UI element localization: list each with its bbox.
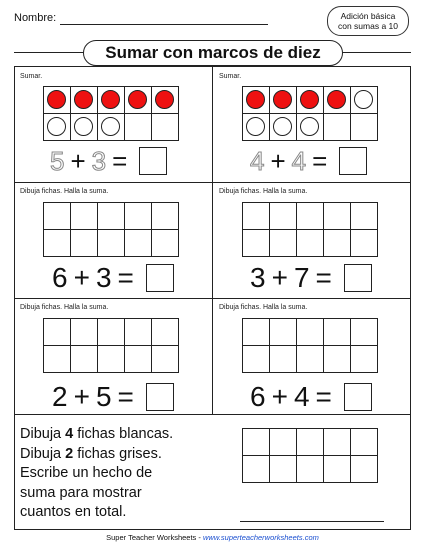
addend-1: 5 (50, 146, 65, 176)
plus-sign: + (271, 262, 288, 293)
answer-box[interactable] (146, 264, 174, 292)
frame-cell[interactable] (71, 346, 98, 373)
answer-box[interactable] (146, 383, 174, 411)
frame-cell[interactable] (125, 203, 152, 230)
equation (250, 146, 367, 176)
white-counter (273, 117, 292, 136)
badge-line-2: con sumas a 10 (337, 21, 398, 31)
frame-cell (243, 114, 270, 141)
ten-frame (242, 86, 378, 141)
frame-cell[interactable] (351, 230, 378, 257)
frame-cell[interactable] (243, 319, 270, 346)
frame-cell[interactable] (351, 456, 378, 483)
white-counter (354, 90, 373, 109)
frame-cell[interactable] (125, 230, 152, 257)
frame-cell (98, 87, 125, 114)
ten-frame[interactable] (242, 428, 378, 483)
frame-cell (243, 87, 270, 114)
row-divider-2 (14, 298, 411, 299)
equals-sign: = (117, 262, 134, 293)
frame-cell[interactable] (98, 319, 125, 346)
white-counter (300, 117, 319, 136)
frame-cell (152, 87, 179, 114)
red-counter (101, 90, 120, 109)
frame-cell[interactable] (44, 203, 71, 230)
instruction-line-4: suma para mostrar (20, 484, 142, 501)
ten-frame[interactable] (242, 318, 378, 373)
addend-1: 2 (52, 381, 68, 412)
instruction-line-5: cuantos en total. (20, 504, 127, 520)
frame-cell[interactable] (243, 230, 270, 257)
frame-cell[interactable] (324, 346, 351, 373)
bottom-instructions (20, 425, 173, 523)
addend-2: 4 (293, 381, 310, 412)
equals-sign: = (315, 381, 332, 412)
badge-line-1: Adición básica (340, 11, 396, 21)
answer-line[interactable] (240, 521, 384, 522)
frame-cell (297, 87, 324, 114)
equals-sign: = (112, 146, 128, 176)
frame-cell[interactable] (125, 346, 152, 373)
frame-cell[interactable] (324, 319, 351, 346)
red-counter (246, 90, 265, 109)
answer-box[interactable] (344, 383, 372, 411)
plus-sign: + (271, 381, 288, 412)
addend-2: 5 (95, 381, 112, 412)
frame-cell[interactable] (297, 346, 324, 373)
red-counter (155, 90, 174, 109)
plus-sign: + (270, 146, 286, 176)
frame-cell[interactable] (351, 346, 378, 373)
equation (52, 263, 174, 293)
page-title: Sumar con marcos de diez (83, 40, 343, 66)
equation (50, 146, 167, 176)
white-count: 4 (65, 426, 74, 442)
answer-box[interactable] (344, 264, 372, 292)
equation (250, 263, 372, 293)
frame-cell[interactable] (152, 203, 179, 230)
frame-cell[interactable] (243, 346, 270, 373)
text-segment: Dibuja (20, 426, 66, 442)
footer (0, 533, 425, 542)
frame-cell[interactable] (270, 429, 297, 456)
frame-cell (324, 87, 351, 114)
addend-2: 4 (291, 146, 307, 176)
row-divider-1 (14, 182, 411, 183)
addend-2: 3 (95, 262, 112, 293)
addend-1: 6 (250, 381, 266, 412)
problem-label: Dibuja fichas. Halla la suma. (219, 188, 308, 195)
frame-cell[interactable] (243, 203, 270, 230)
frame-cell[interactable] (297, 203, 324, 230)
frame-cell[interactable] (71, 230, 98, 257)
red-counter (128, 90, 147, 109)
white-counter (246, 117, 265, 136)
red-counter (47, 90, 66, 109)
addend-1: 6 (52, 262, 68, 293)
plus-sign: + (70, 146, 86, 176)
equation (52, 382, 174, 412)
frame-cell[interactable] (324, 203, 351, 230)
frame-cell[interactable] (324, 230, 351, 257)
frame-cell[interactable] (297, 456, 324, 483)
frame-cell[interactable] (270, 346, 297, 373)
text-segment: fichas blancas. (73, 426, 174, 442)
frame-cell[interactable] (71, 319, 98, 346)
instruction-line-1 (20, 425, 173, 445)
frame-cell[interactable] (71, 203, 98, 230)
white-counter (101, 117, 120, 136)
addend-1: 4 (250, 146, 265, 176)
footer-link[interactable]: www.superteacherworksheets.com (202, 533, 319, 542)
frame-cell[interactable] (125, 319, 152, 346)
frame-cell[interactable] (324, 456, 351, 483)
frame-cell (71, 87, 98, 114)
frame-cell (125, 114, 152, 141)
frame-cell[interactable] (270, 456, 297, 483)
problem-label: Dibuja fichas. Halla la suma. (20, 304, 109, 311)
plus-sign: + (73, 262, 90, 293)
problem-label: Sumar. (219, 73, 242, 80)
topic-badge (327, 6, 409, 36)
frame-cell (324, 114, 351, 141)
red-counter (327, 90, 346, 109)
frame-cell (351, 114, 378, 141)
name-label: Nombre: (14, 12, 57, 24)
frame-cell (71, 114, 98, 141)
name-line[interactable] (60, 24, 268, 25)
frame-cell[interactable] (324, 429, 351, 456)
gray-count: 2 (65, 445, 74, 462)
frame-cell[interactable] (98, 346, 125, 373)
row-divider-3 (14, 414, 411, 415)
frame-cell (297, 114, 324, 141)
frame-cell[interactable] (98, 230, 125, 257)
footer-text: Super Teacher Worksheets - (106, 533, 203, 542)
frame-cell[interactable] (297, 429, 324, 456)
frame-cell (351, 87, 378, 114)
instruction-line-3: Escribe un hecho de (20, 465, 153, 481)
frame-cell[interactable] (270, 230, 297, 257)
white-counter (47, 117, 66, 136)
frame-cell[interactable] (98, 203, 125, 230)
addend-2: 3 (91, 146, 107, 176)
frame-cell[interactable] (351, 319, 378, 346)
frame-cell[interactable] (297, 319, 324, 346)
red-counter (74, 90, 93, 109)
frame-cell (270, 114, 297, 141)
frame-cell[interactable] (270, 319, 297, 346)
ten-frame (43, 86, 179, 141)
problem-label: Dibuja fichas. Halla la suma. (20, 188, 109, 195)
problem-label: Sumar. (20, 73, 43, 80)
frame-cell[interactable] (270, 203, 297, 230)
instruction-line-2 (20, 445, 173, 465)
equation (250, 382, 372, 412)
equals-sign: = (315, 262, 332, 293)
frame-cell (44, 87, 71, 114)
frame-cell[interactable] (152, 346, 179, 373)
frame-cell[interactable] (243, 456, 270, 483)
frame-cell[interactable] (351, 203, 378, 230)
answer-box[interactable] (139, 147, 167, 175)
frame-cell[interactable] (297, 230, 324, 257)
frame-cell (125, 87, 152, 114)
column-divider (212, 66, 213, 414)
frame-cell (152, 114, 179, 141)
text-segment: fichas grises. (73, 445, 162, 462)
equals-sign: = (117, 381, 134, 412)
ten-frame[interactable] (242, 202, 378, 257)
addend-2: 7 (293, 262, 310, 293)
ten-frame[interactable] (43, 202, 179, 257)
frame-cell[interactable] (44, 319, 71, 346)
frame-cell (44, 114, 71, 141)
frame-cell (98, 114, 125, 141)
answer-box[interactable] (339, 147, 367, 175)
frame-cell[interactable] (152, 319, 179, 346)
plus-sign: + (73, 381, 90, 412)
addend-1: 3 (250, 262, 266, 293)
ten-frame[interactable] (43, 318, 179, 373)
white-counter (74, 117, 93, 136)
frame-cell (270, 87, 297, 114)
frame-cell[interactable] (243, 429, 270, 456)
frame-cell[interactable] (152, 230, 179, 257)
equals-sign: = (312, 146, 328, 176)
text-segment: Dibuja (20, 445, 66, 462)
frame-cell[interactable] (44, 346, 71, 373)
problem-label: Dibuja fichas. Halla la suma. (219, 304, 308, 311)
frame-cell[interactable] (44, 230, 71, 257)
red-counter (273, 90, 292, 109)
frame-cell[interactable] (351, 429, 378, 456)
red-counter (300, 90, 319, 109)
